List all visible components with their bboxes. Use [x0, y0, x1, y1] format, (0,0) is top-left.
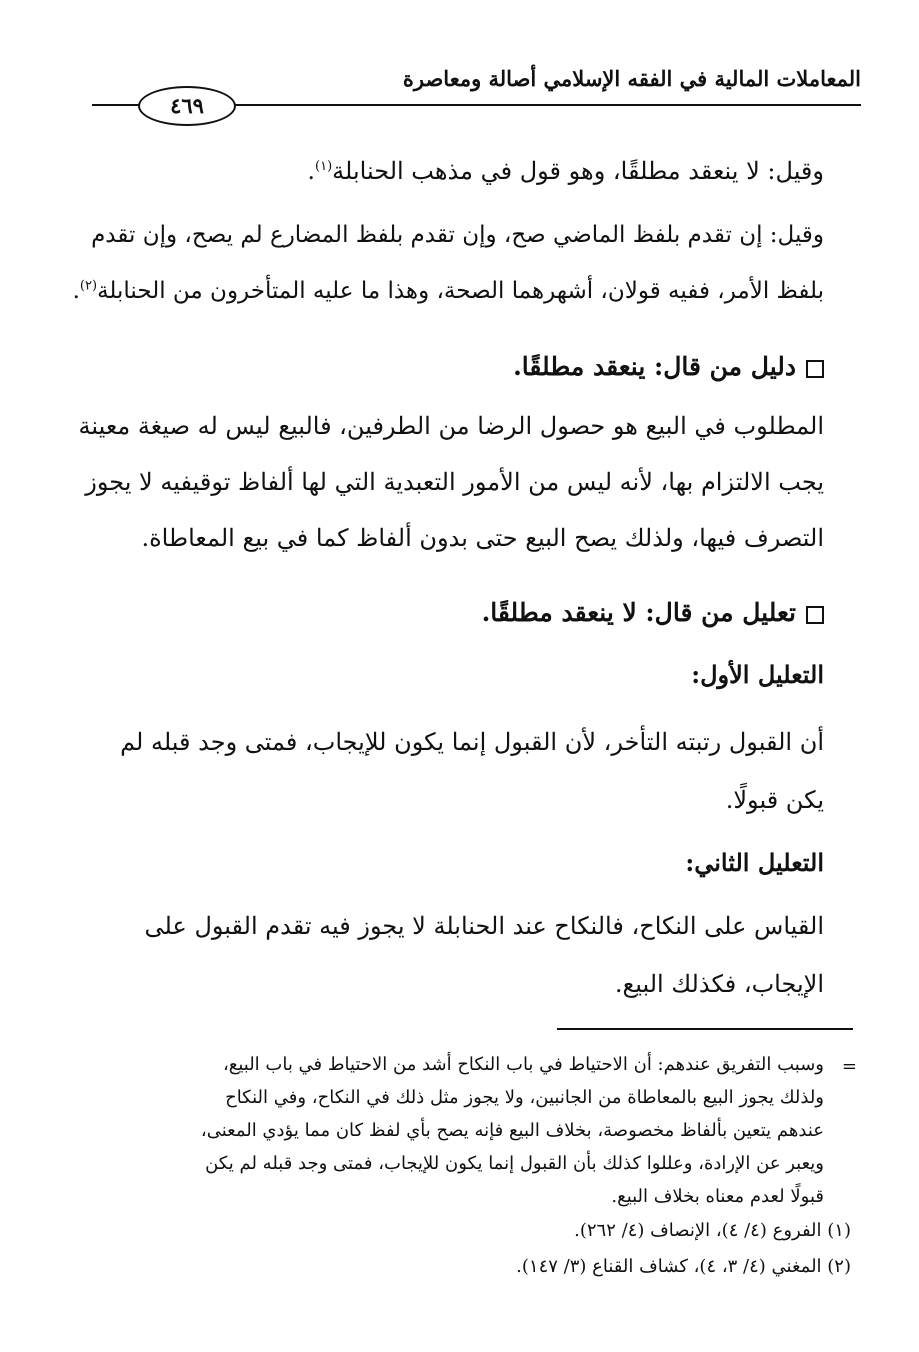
running-title: المعاملات المالية في الفقه الإسلامي أصالة ومعاصرة: [402, 66, 861, 91]
paragraph-2-line-2: [73, 278, 824, 304]
footnote-ref-1: (١): [315, 159, 333, 174]
paragraph-2-line-1: وقيل: إن تقدم بلفظ الماضي صح، وإن تقدم بلفظ المضارع لم يصح، وإن تقدم: [91, 222, 824, 248]
paragraph-1: [307, 157, 824, 185]
subheading-second-reason: التعليل الثاني:: [685, 848, 824, 877]
paragraph-5-line-2: الإيجاب، فكذلك البيع.: [614, 970, 824, 998]
footnote-continuation-line: قبولًا لعدم معناه بخلاف البيع.: [611, 1186, 824, 1207]
footnote-continuation-line: عندهم يتعين بألفاظ مخصوصة، بخلاف البيع فإنه يصح بأي لفظ كان مما يؤدي المعنى،: [200, 1120, 824, 1141]
paragraph-3-line-1: المطلوب في البيع هو حصول الرضا من الطرفين، فالبيع ليس له صيغة معينة: [78, 412, 824, 440]
square-bullet-icon: [806, 360, 824, 378]
paragraph-2-line-2-text: بلفظ الأمر، ففيه قولان، أشهرهما الصحة، وهذا ما عليه المتأخرون من الحنابلة: [97, 278, 824, 304]
paragraph-4-line-2: يكن قبولًا.: [725, 786, 824, 814]
footnote-continuation-line: ويعبر عن الإرادة، وعللوا كذلك بأن القبول إنما يكون للإيجاب، فمتى وجد قبله لم يكن: [205, 1153, 824, 1174]
paragraph-4-line-1: أن القبول رتبته التأخر، لأن القبول إنما يكون للإيجاب، فمتى وجد قبله لم: [120, 728, 824, 756]
square-bullet-icon: [806, 606, 824, 624]
subheading-first-reason: التعليل الأول:: [691, 660, 824, 689]
paragraph-3-line-2: يجب الالتزام بها، لأنه ليس من الأمور التعبدية التي لها ألفاظ توقيفيه لا يجوز: [85, 468, 824, 496]
continuation-marker: =: [841, 1056, 857, 1077]
footnote-rule: [557, 1028, 853, 1030]
paragraph-1-end: .: [307, 157, 316, 185]
paragraph-3-line-3: التصرف فيها، ولذلك يصح البيع حتى بدون ألفاظ كما في بيع المعاطاة.: [141, 524, 824, 552]
page-number: ٤٦٩: [138, 86, 236, 126]
section-heading-1: [513, 352, 824, 381]
footnote-1: (١) الفروع (٤/ ٤)، الإنصاف (٤/ ٢٦٢).: [574, 1220, 851, 1241]
paragraph-5-line-1: القياس على النكاح، فالنكاح عند الحنابلة لا يجوز فيه تقدم القبول على: [144, 912, 824, 940]
section-heading-1-text: دليل من قال: ينعقد مطلقًا.: [513, 352, 796, 381]
footnote-continuation-line: ولذلك يجوز البيع بالمعاطاة من الجانبين، ولا يجوز مثل ذلك في النكاح، وفي النكاح: [225, 1087, 824, 1108]
paragraph-2-end: .: [72, 278, 80, 304]
section-heading-2: [482, 598, 824, 627]
footnote-2: (٢) المغني (٤/ ٣، ٤)، كشاف القناع (٣/ ١٤٧).: [516, 1256, 851, 1277]
footnote-continuation-line: وسبب التفريق عندهم: أن الاحتياط في باب النكاح أشد من الاحتياط في باب البيع،: [222, 1054, 824, 1075]
section-heading-2-text: تعليل من قال: لا ينعقد مطلقًا.: [481, 598, 796, 627]
paragraph-1-text: وقيل: لا ينعقد مطلقًا، وهو قول في مذهب الحنابلة: [332, 157, 824, 185]
footnote-ref-2: (٢): [79, 278, 98, 294]
